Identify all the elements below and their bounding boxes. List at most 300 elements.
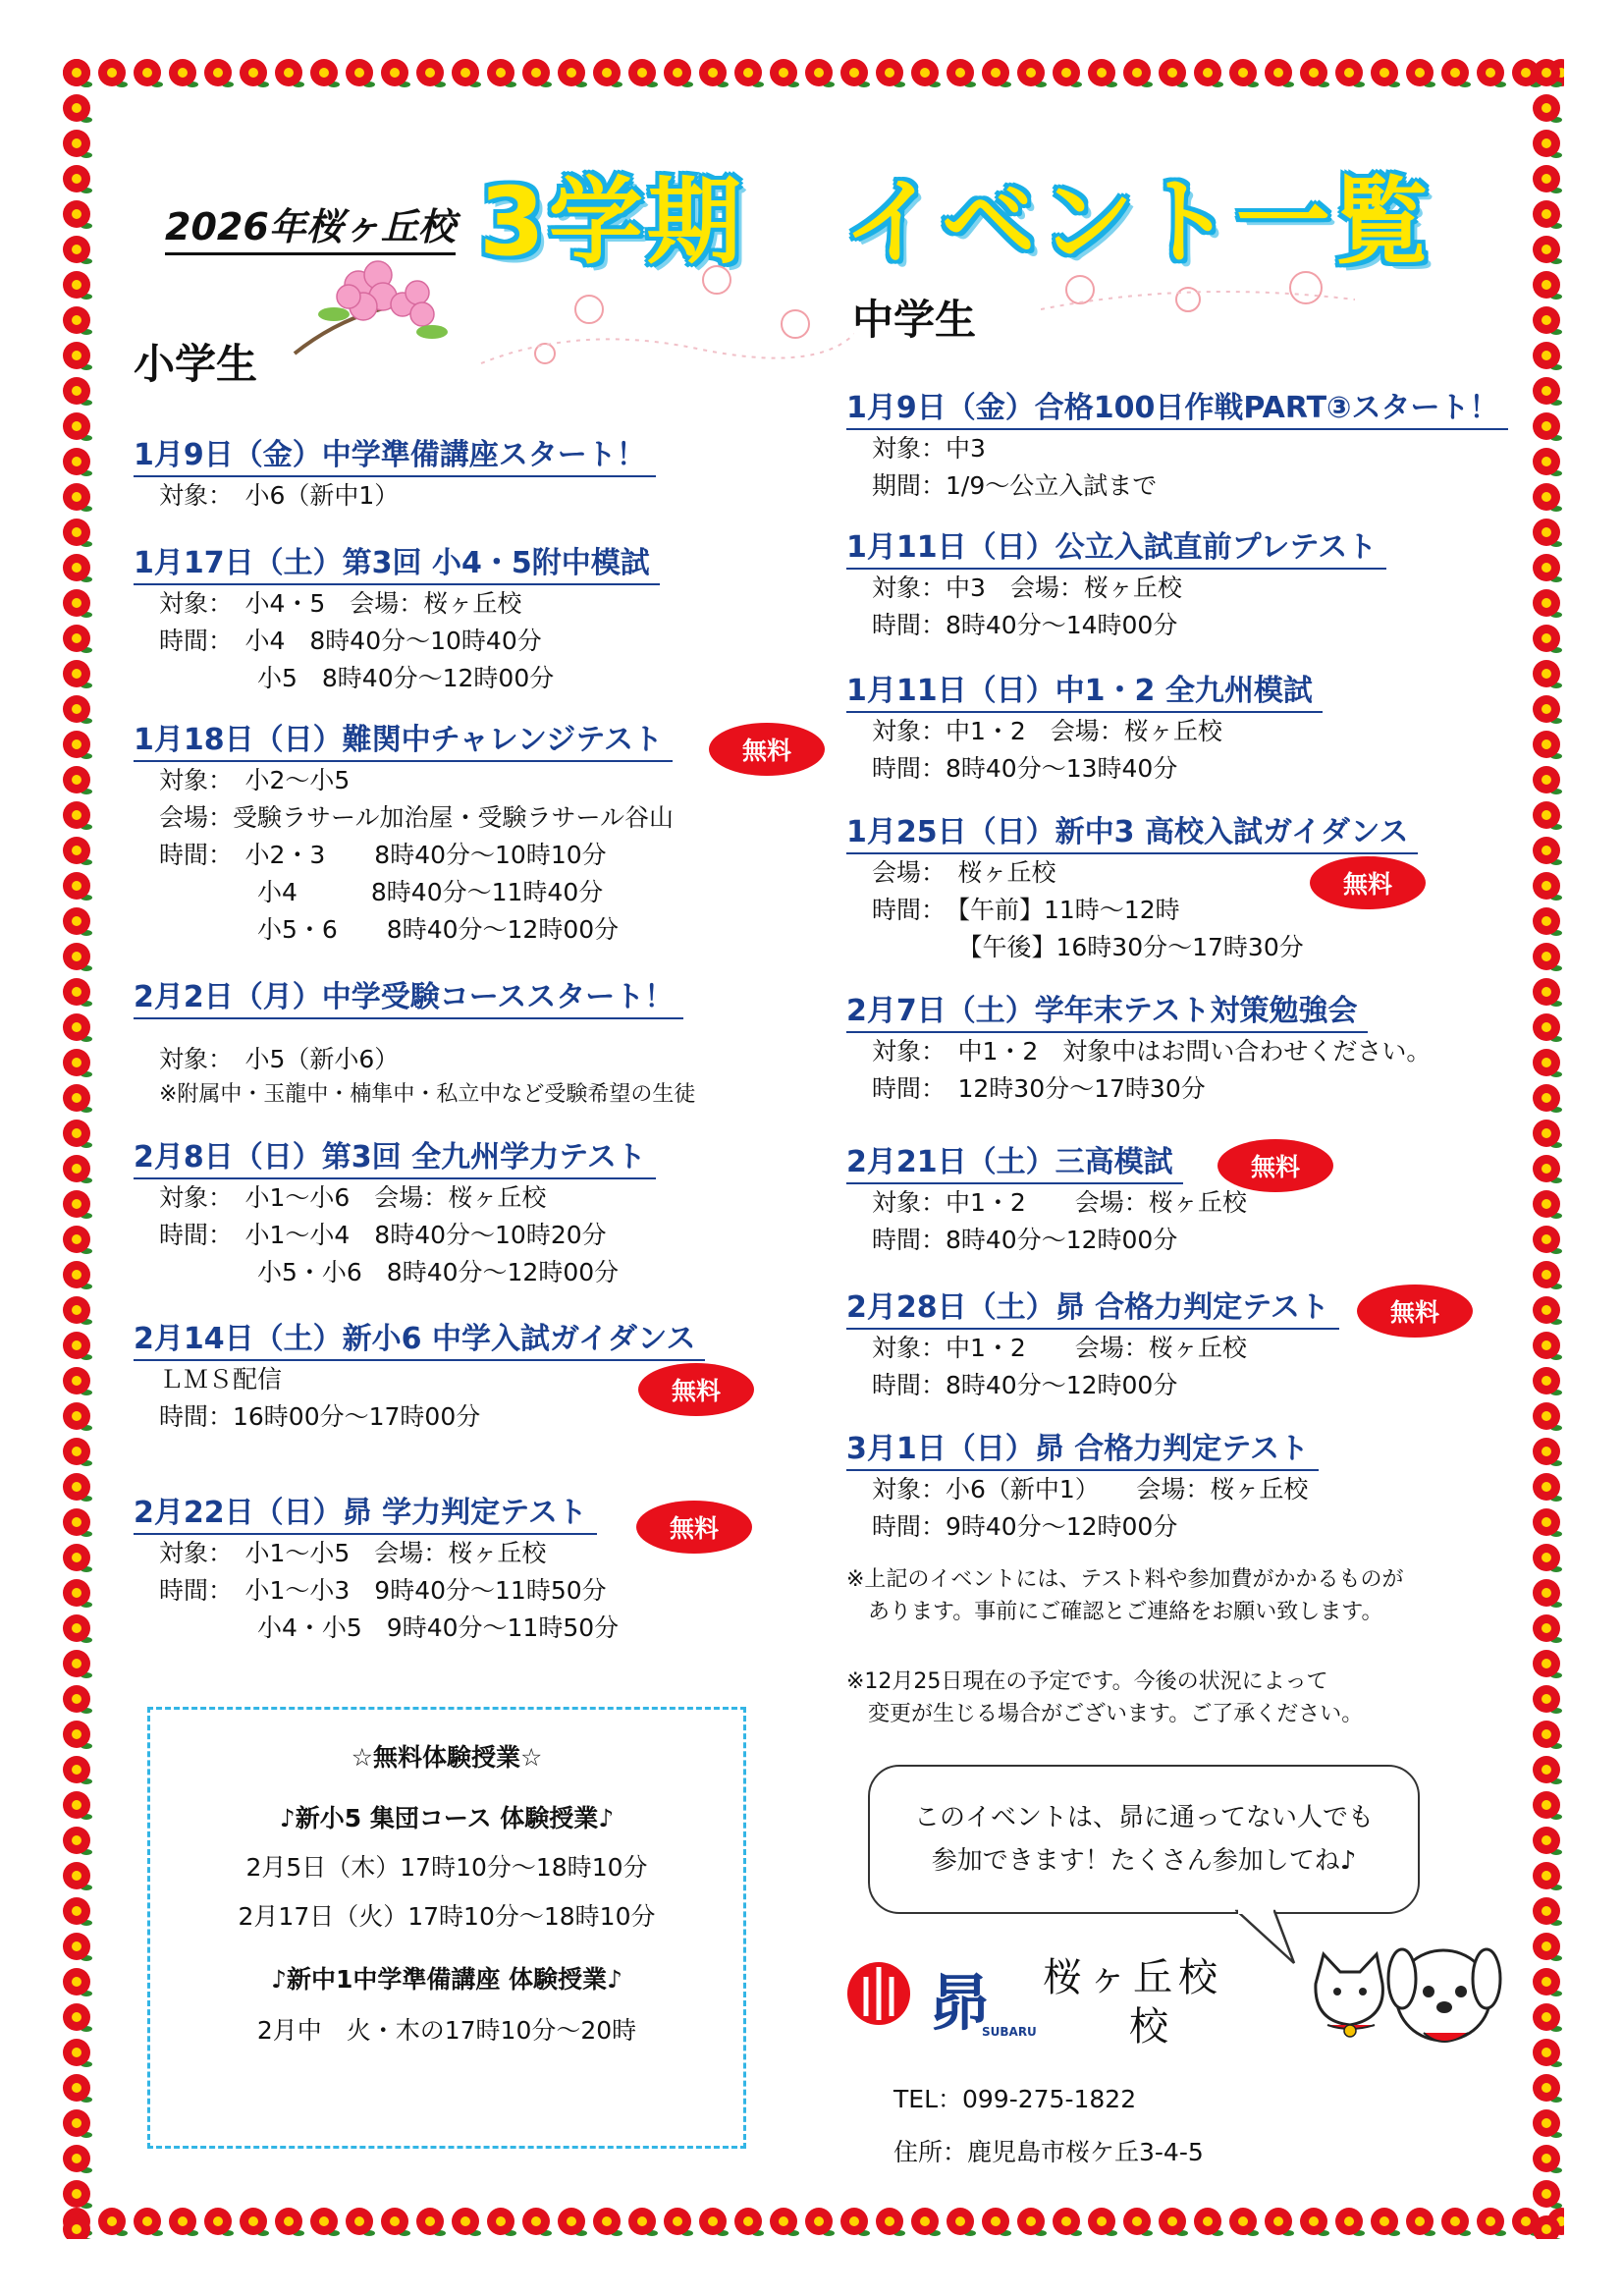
event-item [846, 1137, 1247, 1259]
flower-icon [63, 1508, 92, 1537]
flower-icon [63, 2180, 92, 2209]
flower-icon [310, 2208, 340, 2236]
flower-icon [1533, 1296, 1562, 1325]
flower-icon [310, 59, 340, 87]
trial-group1-line: 2月5日（木）17時10分～18時10分 [245, 1853, 648, 1882]
bubble-tail [1235, 1909, 1304, 1968]
flower-border-left [59, 55, 94, 2239]
flower-icon [1533, 2215, 1562, 2239]
flower-icon [63, 1332, 92, 1360]
event-title: 1月9日（金）合格100日作戦PART③スタート！ [846, 383, 1508, 430]
flower-border-bottom [59, 2204, 1564, 2239]
flower-icon [1017, 59, 1047, 87]
flower-icon [1265, 59, 1294, 87]
section-junior-heading: 中学生 [852, 296, 977, 344]
free-badge: 無料 [636, 1501, 752, 1554]
flower-icon [240, 59, 269, 87]
subaru-logo-kanji: 昴 [929, 1967, 991, 2039]
flower-icon [593, 59, 622, 87]
flower-icon [558, 59, 587, 87]
flower-icon [134, 59, 163, 87]
trial-group1-title: ♪新小5 集団コース 体験授業♪ [279, 1804, 615, 1832]
flower-icon [63, 2074, 92, 2103]
flower-icon [63, 1226, 92, 1254]
flower-icon [1533, 1155, 1562, 1183]
event-detail: 時間：16時00分～17時00分 [159, 1402, 481, 1431]
flower-icon [63, 271, 92, 300]
flower-icon [452, 2208, 481, 2236]
flower-icon [1533, 1049, 1562, 1077]
flower-icon [63, 1544, 92, 1572]
event-detail: 時間：8時40分～12時00分 [872, 1226, 1178, 1254]
flower-icon [63, 1614, 92, 1643]
flower-icon [63, 1862, 92, 1890]
event-item [846, 986, 1431, 1108]
flower-icon [63, 589, 92, 618]
event-detail: 時間： 12時30分～17時30分 [872, 1074, 1206, 1103]
event-title: 1月25日（日）新中3 高校入試ガイダンス [846, 807, 1418, 854]
event-item [134, 430, 656, 515]
bubble-line: 参加できます！たくさん参加してね♪ [931, 1846, 1357, 1876]
flower-icon [1533, 1084, 1562, 1113]
flower-icon [1371, 59, 1400, 87]
flower-icon [63, 306, 92, 335]
free-badge: 無料 [638, 1363, 754, 1416]
flower-icon [1533, 483, 1562, 512]
flower-icon [522, 59, 552, 87]
flower-icon [63, 342, 92, 370]
event-detail: ※附属中・玉龍中・楠隼中・私立中など受験希望の生徒 [159, 1082, 696, 1107]
school-name-logo: 桜ヶ丘校 [1043, 1955, 1223, 2000]
school-year-label: 2026年桜ヶ丘校 [165, 196, 456, 255]
event-item [846, 666, 1323, 788]
flower-icon [593, 2208, 622, 2236]
flower-icon [1533, 1579, 1562, 1608]
flower-border-right [1529, 55, 1564, 2239]
flower-icon [1533, 2003, 1562, 2032]
flower-icon [1123, 2208, 1153, 2236]
flower-icon [63, 2109, 92, 2138]
event-detail: 【午後】16時30分～17時30分 [872, 933, 1304, 961]
event-title: 1月11日（日）中1・2 全九州模試 [846, 666, 1323, 713]
flower-icon [1533, 1261, 1562, 1289]
flower-icon [982, 59, 1011, 87]
flower-icon [63, 837, 92, 865]
flower-icon [628, 2208, 658, 2236]
flower-icon [63, 2039, 92, 2067]
flower-icon [1533, 1402, 1562, 1431]
flower-icon [63, 943, 92, 971]
flower-icon [558, 2208, 587, 2236]
event-title: 2月8日（日）第3回 全九州学力テスト [134, 1132, 656, 1179]
flower-icon [1533, 1190, 1562, 1219]
event-detail: 対象： 小1～小5 会場：桜ヶ丘校 [159, 1539, 547, 1567]
event-detail: 時間：8時40分～14時00分 [872, 611, 1178, 639]
free-badge: 無料 [1357, 1285, 1473, 1338]
flower-icon [1533, 1968, 1562, 1996]
event-item [134, 538, 660, 697]
flower-icon [628, 59, 658, 87]
flower-icon [1533, 589, 1562, 618]
flower-icon [1533, 1544, 1562, 1572]
flower-icon [381, 2208, 410, 2236]
event-detail: 期間：1/9～公立入試まで [872, 471, 1158, 500]
flower-icon [63, 1473, 92, 1502]
event-detail: 対象： 小2～小5 [159, 766, 351, 794]
flower-icon [63, 660, 92, 688]
event-detail: 小5・6 8時40分～12時00分 [159, 915, 620, 944]
flower-icon [1477, 59, 1506, 87]
event-item [846, 1424, 1319, 1546]
flower-icon [1477, 2208, 1506, 2236]
flower-icon [1265, 2208, 1294, 2236]
event-detail: 時間： 小1～小3 9時40分～11時50分 [159, 1576, 607, 1605]
trial-title: ☆無料体験授業☆ [351, 1743, 543, 1772]
flower-icon [1533, 1367, 1562, 1395]
flower-icon [98, 2208, 128, 2236]
flower-icon [63, 872, 92, 901]
flower-icon [63, 1402, 92, 1431]
flower-icon [1533, 1827, 1562, 1855]
flower-icon [840, 59, 870, 87]
event-detail: 小5 8時40分～12時00分 [159, 664, 555, 692]
event-detail: 対象： 中1・2 対象中はお問い合わせください。 [872, 1037, 1432, 1066]
flower-icon [63, 236, 92, 264]
flower-icon [734, 59, 764, 87]
flower-icon [1533, 695, 1562, 724]
flower-icon [63, 2145, 92, 2173]
event-detail: 対象：中3 [872, 434, 986, 463]
flower-icon [1159, 2208, 1188, 2236]
event-detail: 小5・小6 8時40分～12時00分 [159, 1258, 620, 1286]
flower-icon [63, 94, 92, 123]
flower-icon [63, 448, 92, 476]
flower-icon [1053, 59, 1082, 87]
flower-icon [1533, 1332, 1562, 1360]
trial-group1-line: 2月17日（火）17時10分～18時10分 [238, 1902, 656, 1931]
event-item [134, 715, 674, 949]
event-title: 2月14日（土）新小6 中学入試ガイダンス [134, 1314, 705, 1361]
flower-icon [1533, 1933, 1562, 1961]
flower-icon [1335, 59, 1365, 87]
flower-icon [947, 59, 976, 87]
event-detail: 対象： 小4・5 会場：桜ヶ丘校 [159, 589, 522, 618]
flower-icon [204, 2208, 234, 2236]
event-detail: 会場： 桜ヶ丘校 [872, 858, 1056, 887]
flower-icon [664, 59, 693, 87]
event-detail: 対象：中1・2 会場：桜ヶ丘校 [872, 717, 1222, 745]
flower-icon [1533, 342, 1562, 370]
flower-icon [63, 554, 92, 582]
flower-icon [1533, 519, 1562, 547]
sakura-decoration [285, 246, 854, 373]
event-detail: 時間： 小1～小4 8時40分～10時20分 [159, 1221, 607, 1249]
flower-icon [63, 1013, 92, 1042]
flower-icon [1533, 1650, 1562, 1678]
flower-icon [1194, 59, 1223, 87]
flower-icon [1533, 200, 1562, 229]
contact-tel: TEL：099-275-1822 [893, 2085, 1137, 2113]
note-line: 変更が生じる場合がございます。ご了承ください。 [846, 1702, 1364, 1726]
flower-icon [1533, 837, 1562, 865]
flower-icon [1533, 94, 1562, 123]
flower-icon [1533, 801, 1562, 830]
flower-icon [1533, 1438, 1562, 1466]
flower-icon [982, 2208, 1011, 2236]
flower-icon [1533, 1721, 1562, 1749]
flower-icon [1533, 907, 1562, 936]
event-detail: 時間：8時40分～13時40分 [872, 754, 1178, 783]
flower-icon [275, 59, 304, 87]
flower-icon [1300, 2208, 1329, 2236]
flower-icon [522, 2208, 552, 2236]
flower-icon [169, 2208, 198, 2236]
event-item [846, 1283, 1339, 1404]
event-title: 2月28日（土）昴 合格力判定テスト [846, 1283, 1339, 1330]
flower-icon [1088, 59, 1117, 87]
flower-icon [1533, 448, 1562, 476]
flower-icon [63, 625, 92, 653]
flower-icon [1533, 2074, 1562, 2103]
flower-icon [63, 907, 92, 936]
flower-icon [63, 1685, 92, 1714]
flower-icon [416, 59, 446, 87]
school-name-logo-sub: 校 [1129, 2004, 1168, 2050]
event-detail: 対象：中3 会場：桜ヶ丘校 [872, 574, 1182, 602]
flower-icon [1335, 2208, 1365, 2236]
flower-icon [1533, 1120, 1562, 1148]
cat-dog-characters-image [1306, 1935, 1512, 2062]
flower-icon [63, 801, 92, 830]
flower-icon [1053, 2208, 1082, 2236]
flower-icon [416, 2208, 446, 2236]
event-item [846, 383, 1508, 505]
event-title: 1月18日（日）難関中チャレンジテスト [134, 715, 673, 762]
flower-icon [1088, 2208, 1117, 2236]
flower-icon [911, 59, 941, 87]
flower-icon [1406, 59, 1435, 87]
flower-icon [63, 1968, 92, 1996]
flower-icon [63, 1155, 92, 1183]
flower-icon [346, 2208, 375, 2236]
flower-icon [63, 978, 92, 1007]
flower-icon [1533, 2180, 1562, 2209]
flower-icon [805, 59, 835, 87]
flower-icon [947, 2208, 976, 2236]
event-title: 2月2日（月）中学受験コーススタート！ [134, 972, 683, 1019]
flower-icon [805, 2208, 835, 2236]
flower-icon [1533, 1756, 1562, 1784]
flower-icon [487, 2208, 516, 2236]
flower-icon [1533, 731, 1562, 759]
event-item [134, 1314, 705, 1436]
flower-icon [63, 412, 92, 441]
event-title: 1月9日（金）中学準備講座スタート！ [134, 430, 656, 477]
free-trial-box [147, 1707, 746, 2149]
event-title: 2月22日（日）昴 学力判定テスト [134, 1488, 597, 1535]
flower-icon [1533, 943, 1562, 971]
flower-icon [1533, 660, 1562, 688]
flower-icon [699, 59, 729, 87]
flower-icon [487, 59, 516, 87]
trial-group2-line: 2月中 火・木の17時10分～20時 [256, 2016, 637, 2045]
flower-icon [1533, 1685, 1562, 1714]
speech-bubble [868, 1765, 1420, 1914]
flower-icon [1533, 271, 1562, 300]
event-title: 1月11日（日）公立入試直前プレテスト [846, 522, 1386, 570]
flower-icon [1533, 165, 1562, 193]
flower-icon [664, 2208, 693, 2236]
flower-icon [1533, 1862, 1562, 1890]
event-item [134, 972, 695, 1112]
flower-icon [1229, 2208, 1259, 2236]
flower-icon [1533, 130, 1562, 158]
note-line: あります。事前にご確認とご連絡をお願い致します。 [846, 1600, 1383, 1624]
flower-icon [63, 519, 92, 547]
free-badge: 無料 [709, 723, 825, 776]
event-item [846, 522, 1386, 644]
flower-icon [1017, 2208, 1047, 2236]
note-line: ※12月25日現在の予定です。今後の状況によって [846, 1669, 1328, 1694]
flower-icon [240, 2208, 269, 2236]
event-detail: 対象： 小5（新小6） [159, 1045, 400, 1073]
flower-icon [1533, 1473, 1562, 1502]
flower-icon [63, 766, 92, 794]
flower-icon [63, 1261, 92, 1289]
flower-icon [876, 59, 905, 87]
flower-icon [1406, 2208, 1435, 2236]
event-detail: 対象： 小1～小6 会場：桜ヶ丘校 [159, 1183, 547, 1212]
flower-icon [63, 377, 92, 406]
flower-icon [1533, 2039, 1562, 2067]
flower-icon [1533, 306, 1562, 335]
flower-icon [381, 59, 410, 87]
event-title: 3月1日（日）昴 合格力判定テスト [846, 1424, 1319, 1471]
flower-icon [452, 59, 481, 87]
flower-icon [1533, 236, 1562, 264]
flower-icon [734, 2208, 764, 2236]
flower-icon [63, 1190, 92, 1219]
flower-icon [1229, 59, 1259, 87]
flower-icon [876, 2208, 905, 2236]
flower-icon [1533, 978, 1562, 1007]
flower-icon [1533, 766, 1562, 794]
sakura-decoration-right [1041, 260, 1355, 329]
event-detail: 対象：中1・2 会場：桜ヶ丘校 [872, 1334, 1247, 1362]
flower-icon [1533, 377, 1562, 406]
flower-icon [1441, 59, 1471, 87]
flower-icon [63, 1756, 92, 1784]
flower-icon [63, 130, 92, 158]
flower-icon [63, 1120, 92, 1148]
event-detail: 小4 8時40分～11時40分 [159, 878, 604, 906]
flower-icon [63, 1897, 92, 1926]
flower-icon [169, 59, 198, 87]
event-item [134, 1132, 656, 1291]
event-title: 2月7日（土）学年末テスト対策勉強会 [846, 986, 1368, 1033]
event-detail: 時間： 【午前】11時～12時 [872, 896, 1180, 924]
flower-icon [63, 2215, 92, 2239]
contact-address: 住所：鹿児島市桜ケ丘3-4-5 [893, 2138, 1204, 2166]
flower-icon [1441, 2208, 1471, 2236]
flower-icon [63, 1367, 92, 1395]
flower-icon [63, 1438, 92, 1466]
flower-icon [1533, 412, 1562, 441]
flower-icon [63, 1579, 92, 1608]
flower-border-top [59, 55, 1564, 90]
flower-icon [134, 2208, 163, 2236]
event-detail: 時間：9時40分～12時00分 [872, 1512, 1178, 1541]
event-detail: 小4・小5 9時40分～11時50分 [159, 1613, 620, 1642]
flower-icon [63, 165, 92, 193]
flower-icon [275, 2208, 304, 2236]
flower-icon [63, 1650, 92, 1678]
flower-icon [63, 2003, 92, 2032]
flower-icon [204, 59, 234, 87]
flower-icon [63, 1827, 92, 1855]
flower-icon [1533, 2109, 1562, 2138]
flower-icon [1533, 1614, 1562, 1643]
event-item [134, 1488, 619, 1647]
flower-icon [346, 59, 375, 87]
bubble-line: このイベントは、昴に通ってない人でも [913, 1803, 1374, 1832]
flower-icon [63, 483, 92, 512]
flower-icon [1533, 625, 1562, 653]
flower-icon [1533, 872, 1562, 901]
event-title: 1月17日（土）第3回 小4・5附中模試 [134, 538, 660, 585]
flower-icon [63, 1296, 92, 1325]
flower-icon [699, 2208, 729, 2236]
flower-icon [1533, 1791, 1562, 1820]
flower-icon [98, 59, 128, 87]
flower-icon [1533, 59, 1562, 87]
flower-icon [63, 1791, 92, 1820]
event-detail: 時間： 小4 8時40分～10時40分 [159, 627, 542, 655]
subaru-logo-romaji: SUBARU [982, 2025, 1037, 2039]
flower-icon [1371, 2208, 1400, 2236]
flower-icon [1533, 1897, 1562, 1926]
event-detail: 時間： 小2・3 8時40分～10時10分 [159, 841, 607, 869]
note-line: ※上記のイベントには、テスト料や参加費がかかるものが [846, 1567, 1404, 1592]
trial-group2-title: ♪新中1中学準備講座 体験授業♪ [270, 1965, 622, 1994]
flower-icon [840, 2208, 870, 2236]
flower-icon [1159, 59, 1188, 87]
flower-icon [63, 1049, 92, 1077]
flower-icon [1300, 59, 1329, 87]
flower-icon [1533, 1508, 1562, 1537]
flower-icon [770, 59, 799, 87]
flower-icon [1533, 554, 1562, 582]
flower-icon [1533, 1013, 1562, 1042]
subaru-logo-mark-icon [844, 1959, 913, 2028]
page-title: 3学期 イベント一覧 [479, 167, 1433, 277]
flower-icon [63, 1084, 92, 1113]
flower-icon [770, 2208, 799, 2236]
flower-icon [1533, 1226, 1562, 1254]
flower-icon [63, 695, 92, 724]
event-detail: 時間：8時40分～12時00分 [872, 1371, 1178, 1399]
section-elementary-heading: 小学生 [134, 340, 258, 388]
free-badge: 無料 [1310, 856, 1426, 909]
flower-icon [63, 731, 92, 759]
event-detail: 対象：小6（新中1） 会場：桜ヶ丘校 [872, 1475, 1309, 1503]
free-badge: 無料 [1217, 1139, 1333, 1192]
event-detail: 対象：中1・2 会場：桜ヶ丘校 [872, 1188, 1247, 1217]
flower-icon [1123, 59, 1153, 87]
flower-icon [1533, 2145, 1562, 2173]
flower-icon [63, 59, 92, 87]
flower-icon [63, 1933, 92, 1961]
